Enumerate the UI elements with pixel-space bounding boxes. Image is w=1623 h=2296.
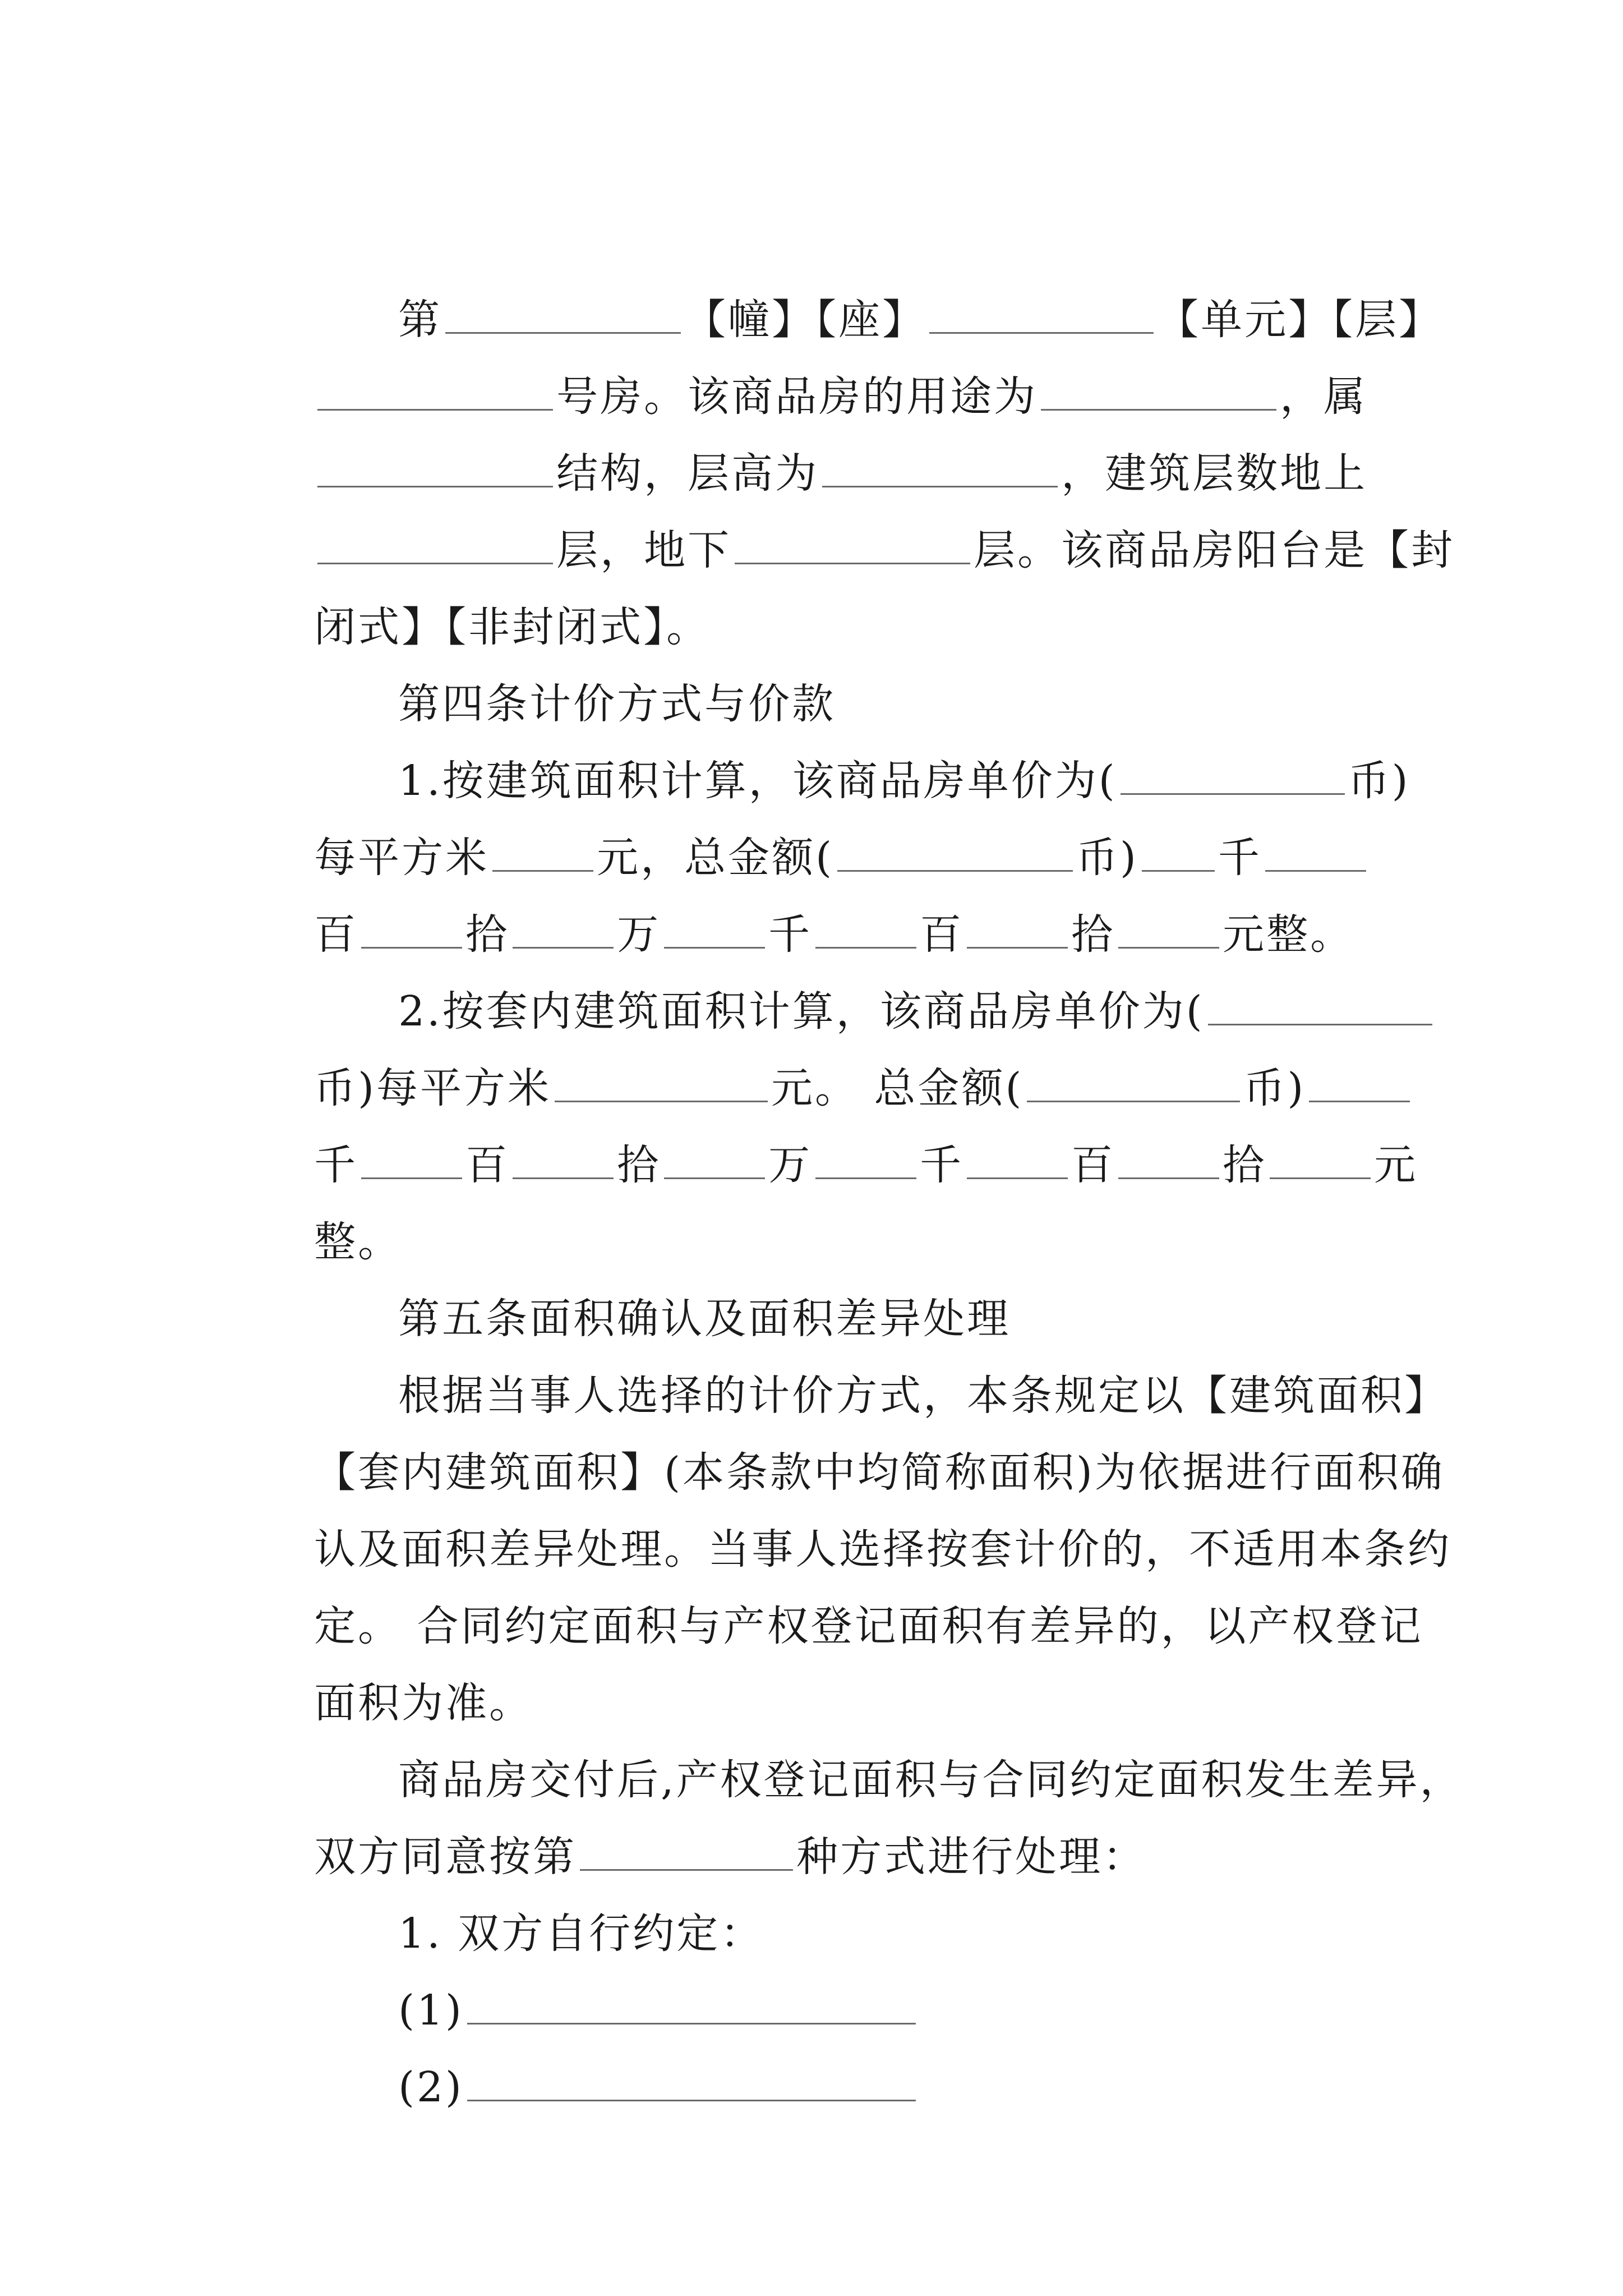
text: 种方式进行处理：: [796, 1833, 1147, 1881]
text: 百: [465, 1141, 510, 1189]
text: 商品房交付后,产权登记面积与合同约定面积发生差异，: [398, 1756, 1464, 1804]
text: 千: [768, 910, 813, 959]
text: 千: [1218, 834, 1262, 882]
text: 千: [920, 1141, 964, 1189]
section-heading: [336, 586, 836, 728]
blank-field[interactable]: [815, 1133, 916, 1179]
text: 每平方米: [314, 834, 490, 882]
text: 拾: [465, 910, 510, 959]
text: 币): [1348, 757, 1410, 805]
text: 第五条面积确认及面积差异处理: [398, 1295, 1011, 1343]
blank-field[interactable]: [664, 1133, 765, 1179]
text-line: [336, 1662, 1464, 1804]
text-line: [252, 279, 1368, 421]
text: 拾: [617, 1141, 661, 1189]
text: 百: [314, 910, 358, 959]
text: 闭式】【非封闭式】。: [314, 603, 711, 651]
text: 2.按套内建筑面积计算，该商品房单价为(: [398, 987, 1205, 1036]
text-line: [252, 1585, 533, 1727]
text: 双方同意按第: [314, 1833, 577, 1881]
blank-field[interactable]: [513, 1133, 614, 1179]
text: ，属: [1280, 372, 1368, 421]
text: (1): [398, 1986, 464, 2035]
text: 元，总金额(: [597, 834, 834, 882]
text-line: [336, 1970, 919, 2111]
text-line: [252, 1508, 1423, 1650]
text-line: [336, 1816, 764, 1958]
section-heading: [336, 1201, 1011, 1343]
text-line: [252, 1047, 1418, 1189]
blank-field[interactable]: [467, 2055, 916, 2101]
text: 根据当事人选择的计价方式，本条规定以【建筑面积】: [398, 1372, 1449, 1420]
text: 【套内建筑面积】(本条款中均简称面积)为依据进行面积确: [314, 1448, 1445, 1497]
text-line: [336, 202, 1443, 344]
text: 百: [920, 910, 964, 959]
text: ，建筑层数地上: [1061, 449, 1368, 498]
text: 认及面积差异处理。当事人选择按套计价的，不适用本条约: [314, 1525, 1452, 1573]
text-line: [252, 356, 1368, 498]
text: 拾: [1071, 910, 1115, 959]
text: (2): [398, 2063, 464, 2111]
text: 百: [1071, 1141, 1115, 1189]
text: 【幢】【座】: [684, 296, 926, 344]
text: 元: [1374, 1141, 1418, 1189]
text-line: [252, 1124, 402, 1266]
text: 币): [1076, 834, 1138, 882]
text: 元整。: [1223, 910, 1354, 959]
text-line: [252, 817, 1354, 959]
text: 整。: [314, 1218, 402, 1266]
text-line: [252, 1739, 1147, 1881]
text: 拾: [1223, 1141, 1267, 1189]
text-line: [252, 1355, 1445, 1497]
blank-field[interactable]: [1270, 1133, 1371, 1179]
text: 万: [768, 1141, 813, 1189]
text-line: [336, 1278, 1449, 1420]
text: 1. 双方自行约定：: [398, 1910, 764, 1958]
text-line: [252, 740, 1370, 882]
text: 定。 合同约定面积与产权登记面积有差异的，以产权登记: [314, 1602, 1423, 1650]
text-line: [336, 663, 1410, 805]
text: 号房。该商品房的用途为: [556, 372, 1038, 421]
text: 层。该商品房阳台是【封: [974, 526, 1455, 574]
text: 第四条计价方式与价款: [398, 680, 836, 728]
text: 万: [617, 910, 661, 959]
text-line: [252, 1432, 1452, 1573]
text: 层，地下: [556, 526, 732, 574]
text: 币)每平方米: [314, 1064, 551, 1112]
text: 结构，层高为: [556, 449, 819, 498]
text: 【单元】【层】: [1157, 296, 1443, 344]
text: 面积为准。: [314, 1679, 533, 1727]
text-line: [252, 432, 1455, 574]
text-line: [252, 970, 1413, 1112]
text: 第: [398, 296, 442, 344]
blank-field[interactable]: [1118, 1133, 1219, 1179]
blank-field[interactable]: [735, 518, 970, 564]
text-line: [252, 509, 711, 651]
text-line: [336, 894, 1436, 1036]
text: 1.按建筑面积计算，该商品房单价为(: [398, 757, 1117, 805]
blank-field[interactable]: [967, 1133, 1068, 1179]
text-line: [336, 1893, 919, 2035]
text: 币): [1243, 1064, 1306, 1112]
text: 千: [314, 1141, 358, 1189]
text: 元。 总金额(: [771, 1064, 1024, 1112]
